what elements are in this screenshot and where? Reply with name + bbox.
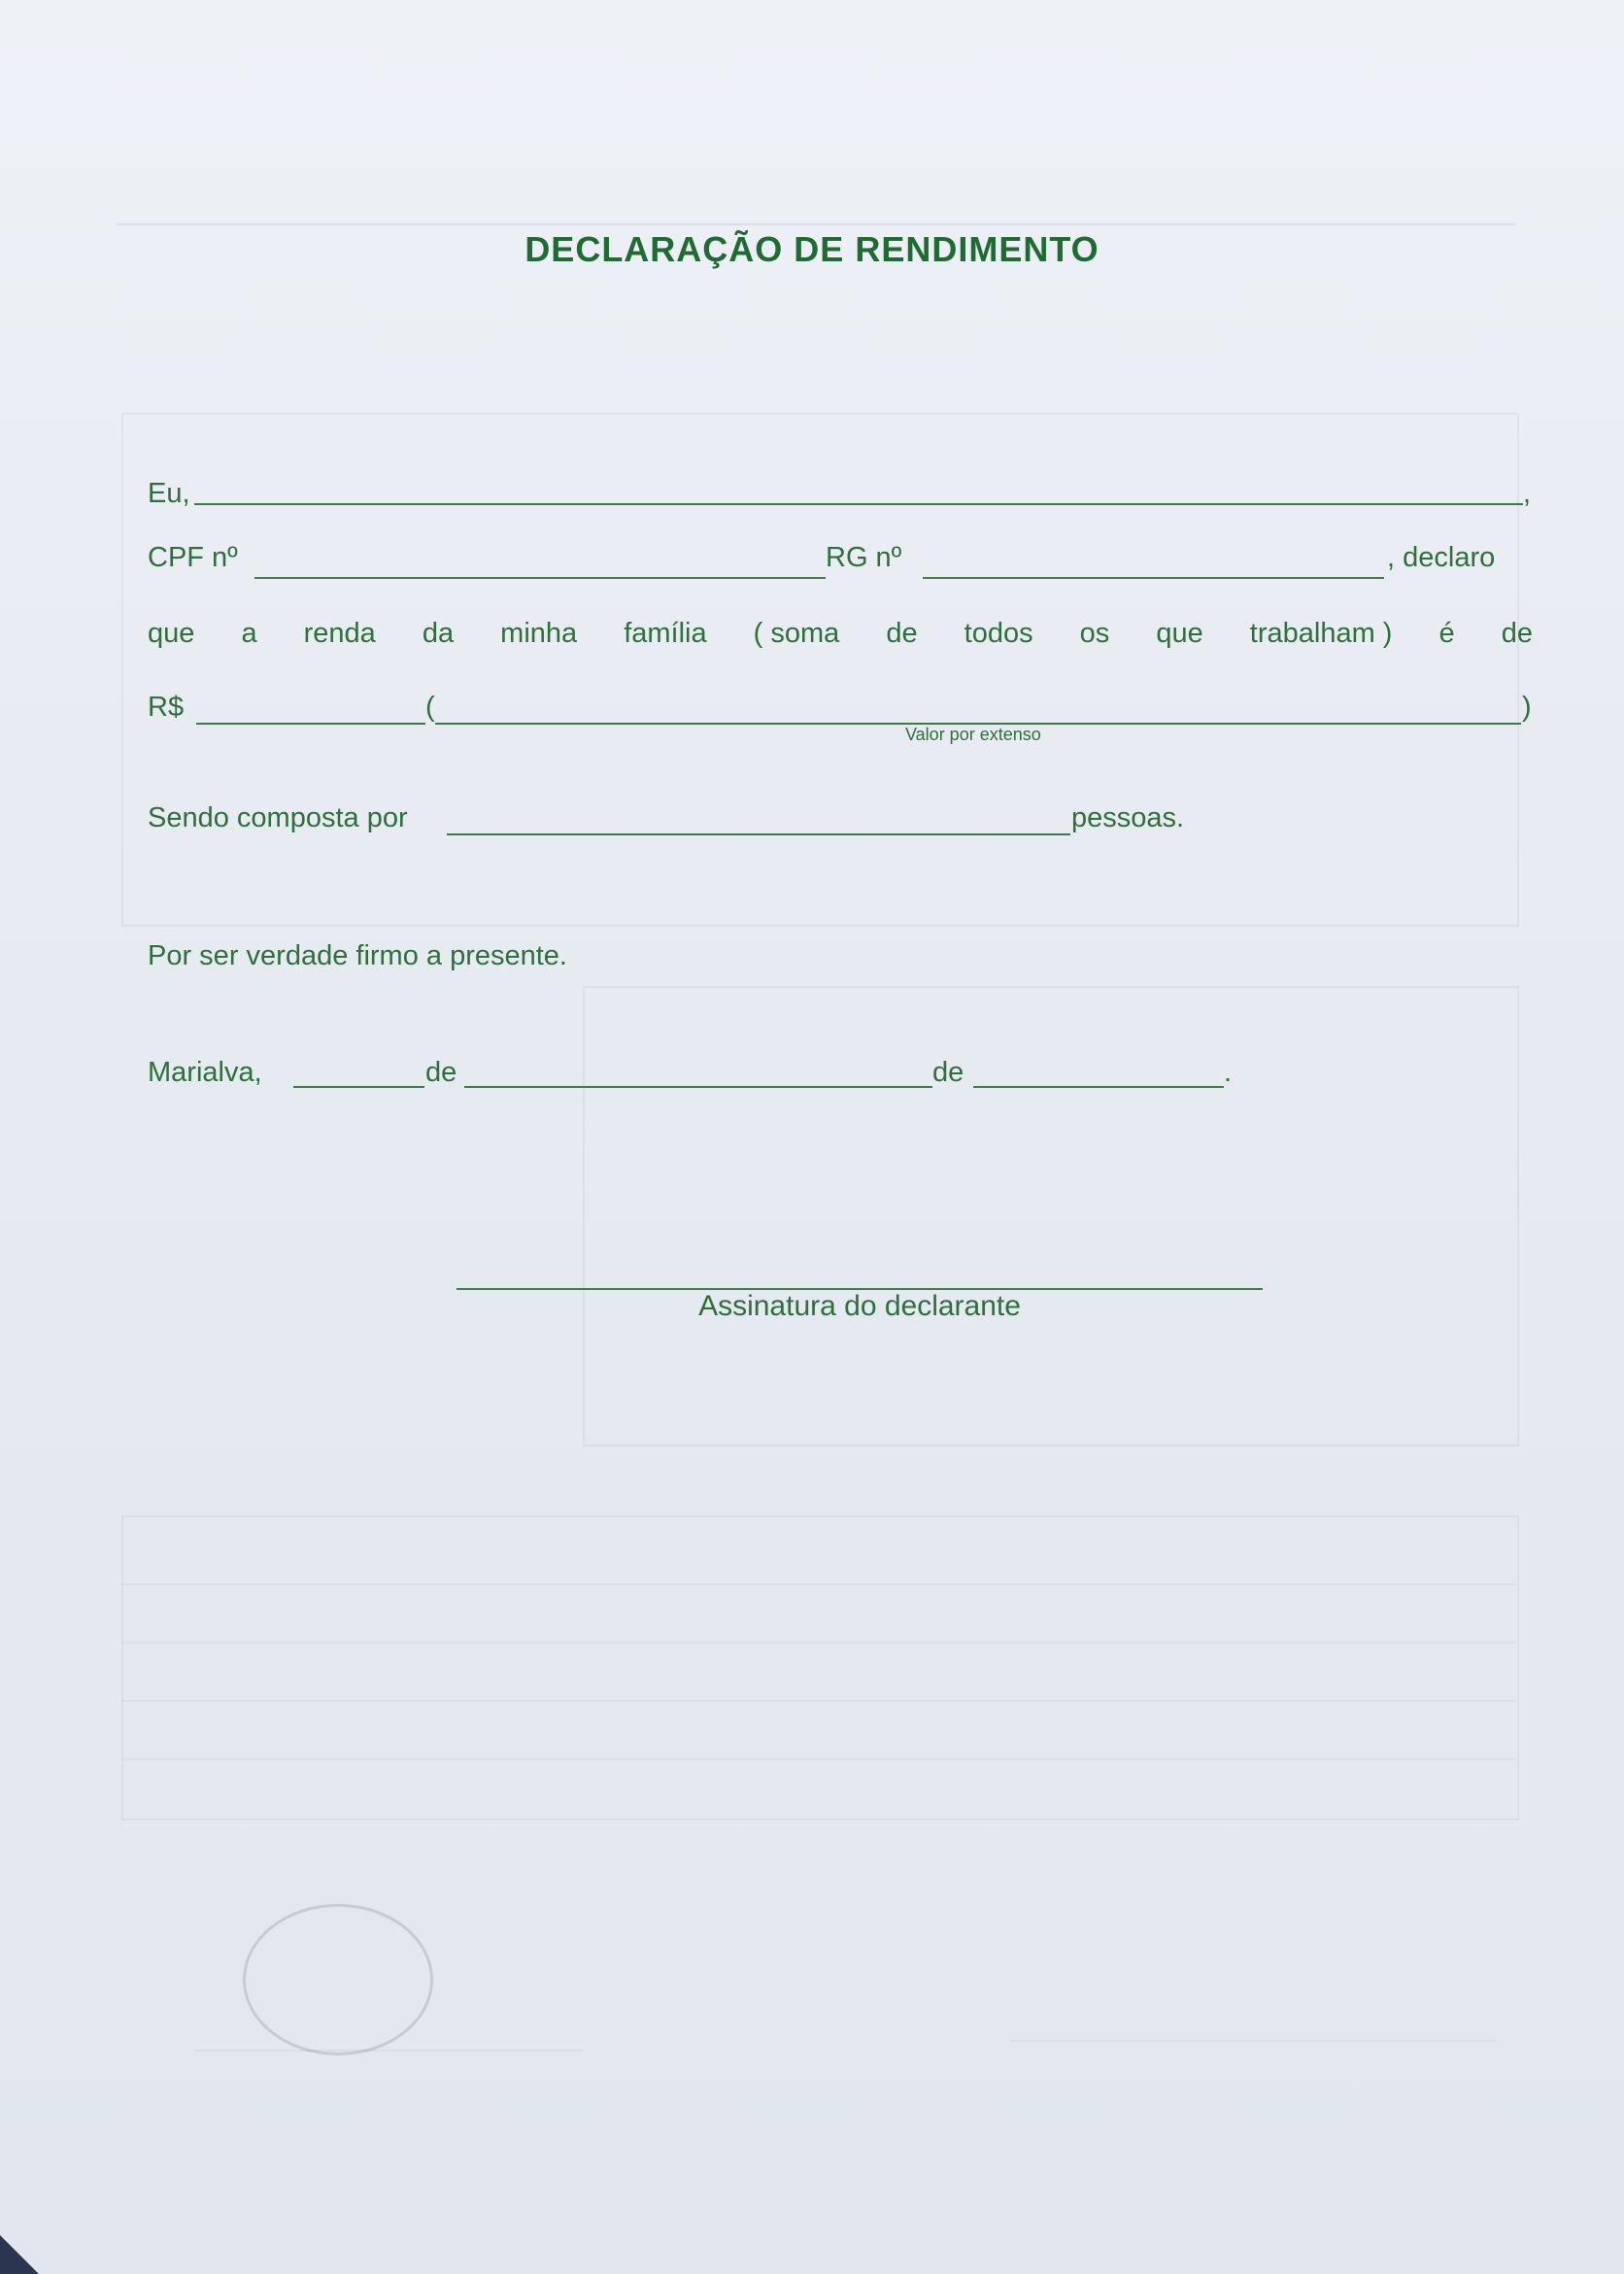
renda-word: trabalham ) <box>1249 618 1393 649</box>
name-field[interactable] <box>194 503 1523 505</box>
rg-field[interactable] <box>923 577 1384 579</box>
date-period: . <box>1224 1057 1233 1088</box>
renda-word: ( soma <box>753 618 840 649</box>
bleed-through-header <box>117 146 1515 225</box>
renda-word: de <box>886 618 918 649</box>
bleed-through-line <box>121 1583 1515 1585</box>
renda-word: a <box>241 618 257 649</box>
bleed-through-expenses-table <box>583 986 1519 1446</box>
renda-word: que <box>148 618 195 649</box>
month-field[interactable] <box>464 1086 932 1088</box>
de-label-2: de <box>932 1057 964 1088</box>
bleed-through-line <box>121 1700 1515 1702</box>
rg-label: RG nº <box>826 542 902 573</box>
bleed-through-opinion-box <box>121 1515 1519 1820</box>
renda-word: família <box>624 618 707 649</box>
pessoas-label: pessoas. <box>1071 802 1185 833</box>
people-count-field[interactable] <box>447 833 1070 835</box>
eu-label: Eu, <box>148 478 190 509</box>
renda-word: é <box>1438 618 1455 649</box>
bleed-through-signature-line <box>194 2050 583 2052</box>
composta-label: Sendo composta por <box>148 802 408 833</box>
marialva-label: Marialva, <box>148 1057 262 1088</box>
page-title: DECLARAÇÃO DE RENDIMENTO <box>524 229 1100 269</box>
rs-label: R$ <box>148 692 185 723</box>
declaro-text: , declaro <box>1387 542 1496 573</box>
de-label-1: de <box>425 1057 457 1088</box>
verdade-statement: Por ser verdade firmo a presente. <box>148 940 567 971</box>
paren-open: ( <box>425 692 435 723</box>
amount-field[interactable] <box>196 723 425 725</box>
renda-sentence <box>148 618 1533 650</box>
day-field[interactable] <box>293 1086 424 1088</box>
paren-close: ) <box>1522 692 1532 723</box>
bleed-through-signature-line <box>1010 2040 1496 2042</box>
renda-word: de <box>1501 618 1533 649</box>
renda-word: da <box>422 618 455 649</box>
cpf-field[interactable] <box>254 577 826 579</box>
bleed-through-line <box>121 1642 1515 1644</box>
bleed-through-table <box>121 413 1519 927</box>
renda-word: renda <box>303 618 376 649</box>
bleed-through-line <box>121 1758 1515 1760</box>
scan-corner-mark <box>0 2235 39 2274</box>
eu-end-comma: , <box>1523 478 1532 509</box>
renda-word: os <box>1079 618 1110 649</box>
renda-word: todos <box>964 618 1033 649</box>
valor-por-extenso-caption: Valor por extenso <box>905 725 1041 744</box>
signature-caption: Assinatura do declarante <box>698 1290 1021 1322</box>
renda-word: minha <box>500 618 578 649</box>
cpf-label: CPF nº <box>148 542 238 573</box>
year-field[interactable] <box>973 1086 1224 1088</box>
renda-word: que <box>1156 618 1203 649</box>
bleed-through-stamp <box>243 1904 433 2055</box>
